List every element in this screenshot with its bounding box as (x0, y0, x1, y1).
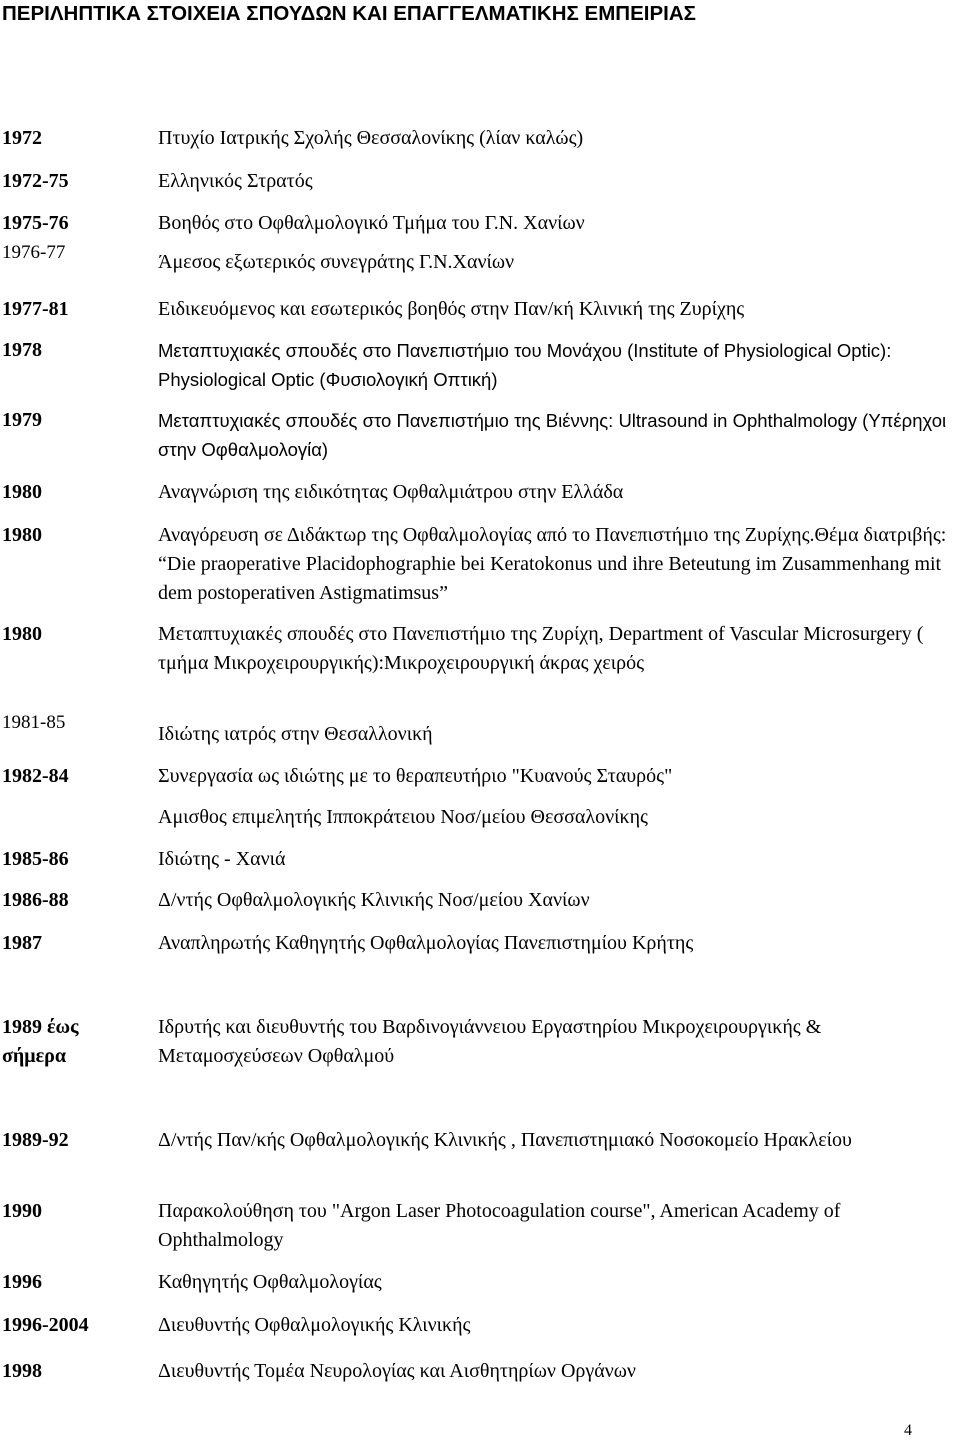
entry-year: 1982-84 (2, 765, 69, 787)
entry-description: Παρακολούθηση του "Argon Laser Photocoagulation course", American Academy of Ophthalmology (158, 1200, 841, 1251)
entry-year: 1998 (2, 1360, 42, 1382)
entry-year: 1980 (2, 524, 42, 546)
entry-year: 1972-75 (2, 170, 69, 192)
entry-year: 1975-76 (2, 212, 69, 234)
entry-year: 1980 (2, 623, 42, 645)
entry-description: Διευθυντής Τομέα Νευρολογίας και Αισθητηρίων Οργάνων (158, 1360, 636, 1382)
entry-year: 1976-77 (2, 242, 66, 263)
entry-year: 1980 (2, 481, 42, 503)
entry-year: 1987 (2, 932, 42, 954)
entry-description: Αμισθος επιμελητής Ιπποκράτειου Νοσ/μείου Θεσσαλονίκης (158, 806, 648, 828)
entry-year: 1979 (2, 409, 42, 431)
entry-year: 1996-2004 (2, 1314, 89, 1336)
entry-description: Πτυχίο Ιατρικής Σχολής Θεσσαλονίκης (λίαν καλώς) (158, 127, 584, 149)
entry-description: Καθηγητής Οφθαλμολογίας (158, 1271, 382, 1293)
entry-description: Ιδρυτής και διευθυντής του Βαρδινογιάννειου Εργαστηρίου Μικροχειρουργικής & Μεταμοσχεύσεων Οφθαλμού (158, 1016, 822, 1067)
entry-description: Συνεργασία ως ιδιώτης με το θεραπευτήριο "Κυανούς Σταυρός" (158, 765, 673, 787)
page-number: 4 (904, 1422, 912, 1439)
entry-description: Μεταπτυχιακές σπουδές στο Πανεπιστήμιο της Ζυρίχη, Department of Vascular Microsurgery ( τμήμα Μικροχειρουργικής):Μικροχειρουργική άκρας χειρός (158, 623, 924, 674)
entry-year: 1989 έως σήμερα (2, 1016, 79, 1067)
entry-description: Αναγνώριση της ειδικότητας Οφθαλμιάτρου στην Ελλάδα (158, 481, 624, 503)
entry-description: Διευθυντής Οφθαλμολογικής Κλινικής (158, 1314, 471, 1336)
entry-year: 1996 (2, 1271, 42, 1293)
document-title: ΠΕΡΙΛΗΠΤΙΚΑ ΣΤΟΙΧΕΙΑ ΣΠΟΥΔΩΝ ΚΑΙ ΕΠΑΓΓΕΛΜΑΤΙΚΗΣ ΕΜΠΕΙΡΙΑΣ (2, 2, 696, 25)
entry-description: Ιδιώτης ιατρός στην Θεσαλλονική (158, 723, 433, 745)
entry-description: Μεταπτυχιακές σπουδές στο Πανεπιστήμιο του Μονάχου (Institute of Physiological Optic): Physiological Optic (Φυσιολογική Οπτική) (158, 340, 892, 390)
entry-year: 1978 (2, 339, 42, 361)
entry-description: Αναγόρευση σε Διδάκτωρ της Οφθαλμολογίας από το Πανεπιστήμιο της Ζυρίχης.Θέμα διατριβής: “Die praoperative Placidophographie bei Keratokonus und ihre Beteutung im Zusammenhang mit dem postoperativen Astigmatimsus” (158, 524, 947, 604)
entry-description: Μεταπτυχιακές σπουδές στο Πανεπιστήμιο της Βιέννης: Ultrasound in Ophthalmology (Υπέρηχοι στην Οφθαλμολογία) (158, 410, 947, 460)
entry-description: Δ/ντής Παν/κής Οφθαλμολογικής Κλινικής , Πανεπιστημιακό Νοσοκομείο Ηρακλείου (158, 1129, 852, 1151)
entry-year: 1986-88 (2, 889, 69, 911)
entry-description: Δ/ντής Οφθαλμολογικής Κλινικής Νοσ/μείου Χανίων (158, 889, 590, 911)
entry-description: Ειδικευόμενος και εσωτερικός βοηθός στην Παν/κή Κλινική της Ζυρίχης (158, 298, 745, 320)
entry-description: Αναπληρωτής Καθηγητής Οφθαλμολογίας Πανεπιστημίου Κρήτης (158, 932, 694, 954)
entry-year: 1981-85 (2, 712, 66, 733)
entry-year: 1972 (2, 127, 42, 149)
entry-description: Βοηθός στο Οφθαλμολογικό Τμήμα του Γ.Ν. Χανίων (158, 212, 585, 234)
entry-year: 1977-81 (2, 298, 69, 320)
entry-year: 1990 (2, 1200, 42, 1222)
entry-description: Άμεσος εξωτερικός συνεγράτης Γ.Ν.Χανίων (158, 251, 515, 273)
entry-description: Ιδιώτης - Χανιά (158, 848, 286, 870)
entry-year: 1989-92 (2, 1129, 69, 1151)
entry-year: 1985-86 (2, 848, 69, 870)
entry-description: Ελληνικός Στρατός (158, 170, 313, 192)
